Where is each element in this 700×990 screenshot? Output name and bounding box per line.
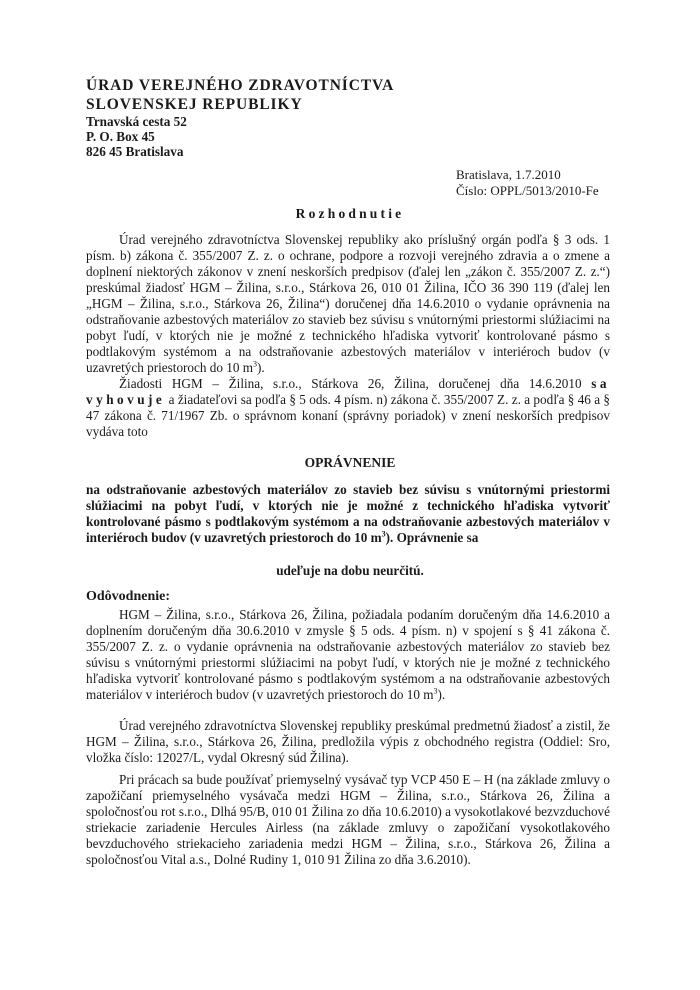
authority-city: 826 45 Bratislava [86,144,184,159]
grant-post: a žiadateľovi sa podľa § 5 ods. 4 písm. n) zákona č. 355/2007 Z. z. a podľa § 46 a § 47 zákona č. 71/1967 Zb. o správnom konaní (správny poriadok) v znení neskorších predpisov vydáva toto [86,392,610,439]
reasoning-paragraph-2 [86,718,610,766]
grant-paragraph [86,376,610,440]
intro-text: Úrad verejného zdravotníctva Slovenskej republiky ako príslušný orgán podľa § 3 ods. 1 písm. b) zákona č. 355/2007 Z. z. o ochrane, podpore a rozvoji verejného zdravia a o zmene a doplnení niektorých zákonov v znení neskorších predpisov (ďalej len „zákon č. 355/2007 Z. z.“) preskúmal žiadosť HGM – Žilina, s.r.o., Stárkova 26, 010 01 Žilina, IČO 36 390 119 (ďalej len „HGM – Žilina, s.r.o., Stárkova 26, Žilina“) doručenej dňa 14.6.2010 o vydanie oprávnenia na odstraňovanie azbestových materiálov zo stavieb bez súvisu s vnútornými priestormi slúžiacimi na pobyt ľudí, v ktorých nie je možné z technického hľadiska vytvoriť kontrolované pásmo s podtlakovým systémom a na odstraňovanie azbestových materiálov v interiéroch budov (v uzavretých priestoroch do 10 m [86,232,610,375]
grant-verb: sa vyhovuje [86,376,610,407]
intro-paragraph [86,232,610,376]
reasoning-paragraph-1 [86,607,610,703]
document-number: Číslo: OPPL/5013/2010-Fe [456,183,599,198]
reasoning-paragraph-3 [86,772,610,868]
grant-pre: Žiadosti HGM – Žilina, s.r.o., Stárkova 26, Žilina, doručenej dňa 14.6.2010 [119,376,582,391]
authority-pobox: P. O. Box 45 [86,129,155,144]
reason1-text-end: ). [437,687,446,702]
reason2-text: Úrad verejného zdravotníctva Slovenskej republiky preskúmal predmetnú žiadosť a zistil, že HGM – Žilina, s.r.o., Stárkova 26, Žilina, predložila výpis z obchodného registra (Oddiel: Sro, vložka číslo: 12027/L, vydal Okresný súd Žilina). [86,718,610,765]
intro-superscript: 3 [253,359,257,369]
decision-title: Rozhodnutie [295,206,405,221]
intro-text-end: ). [257,360,265,375]
document-date: Bratislava, 1.7.2010 [456,167,561,182]
authority-name-line2: SLOVENSKEJ REPUBLIKY [86,96,303,113]
permit-superscript: 3 [381,529,386,539]
reason1-superscript: 3 [433,686,438,696]
date-block [456,167,599,199]
reason1-text: HGM – Žilina, s.r.o., Stárkova 26, Žilina, požiadala podaním doručeným dňa 14.6.2010 a doplnením doručeným dňa 30.6.2010 v zmysle § 5 ods. 4 písm. n) v spojení s § 41 zákona č. 355/2007 Z. z. o vydanie oprávnenia na odstraňovanie azbestových materiálov zo stavieb bez súvisu s vnútornými priestormi slúžiacimi na pobyt ľudí, v ktorých nie je možné z technického hľadiska vytvoriť kontrolované pásmo s podtlakovým systémom a na odstraňovanie azbestových materiálov v interiéroch budov (v uzavretých priestoroch do 10 m [86,607,610,702]
permit-text-end: ). Oprávnenie sa [385,530,479,545]
permit-title: OPRÁVNENIE [304,455,396,470]
permit-text: na odstraňovanie azbestových materiálov zo stavieb bez súvisu s vnútornými priestormi slúžiacimi na pobyt ľudí, v ktorých nie je možné z technického hľadiska vytvoriť kontrolované pásmo s podtlakovým systémom a na odstraňovanie azbestových materiálov v interiéroch budov (v uzavretých priestoroch do 10 m [86,482,610,545]
permit-paragraph [86,482,610,546]
authority-name-line1: ÚRAD VEREJNÉHO ZDRAVOTNÍCTVA [86,77,395,94]
authority-header [86,76,394,159]
authority-street: Trnavská cesta 52 [86,114,187,129]
reason3-text: Pri prácach sa bude používať priemyselný vysávač typ VCP 450 E – H (na základe zmluvy o zapožičaní priemyselného vysávača medzi HGM – Žilina, s.r.o., Stárkova 26, Žilina a spoločnosťou rot s.r.o., Dlhá 95/B, 010 01 Žilina zo dňa 10.6.2010) a vysokotlakové bezvzduchové striekacie zariadenie Hercules Airless (na základe zmluvy o zapožičaní vysokotlakového bevzduchového striekacieho zariadenia medzi HGM – Žilina, s.r.o., Stárkova 26, Žilina a spoločnosťou Vital a.s., Dolné Rudiny 1, 010 91 Žilina zo dňa 3.6.2010). [86,772,610,867]
permit-validity: udeľuje na dobu neurčitú. [276,563,424,578]
reasoning-title: Odôvodnenie: [86,589,171,604]
